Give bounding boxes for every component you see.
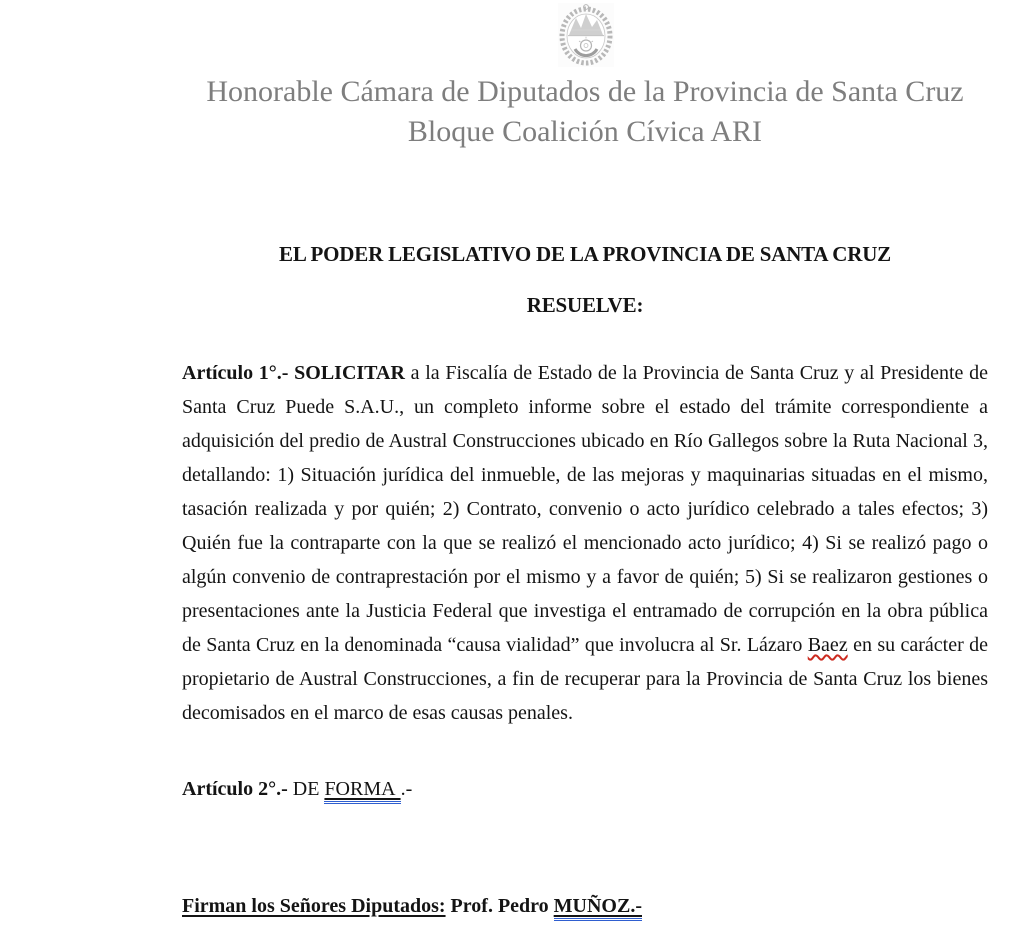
document-headings [182,242,988,318]
article-1-text-after: en su carácter de propietario de Austral Construcciones, a fin de recuperar para la Provincia de Santa Cruz los bienes decomisados en el marco de esas causas penales. [182,634,988,724]
article-1-label: Artículo 1°.- SOLICITAR [182,362,405,384]
article-1-paragraph [182,356,988,730]
resolves-heading: RESUELVE: [526,293,644,317]
signature-middle: Prof. Pedro [445,895,554,917]
article-2-line [182,776,988,802]
signature-line [182,893,988,919]
article-2-label: Artículo 2°.- [182,778,288,800]
article-1-text-before: a la Fiscalía de Estado de la Provincia de Santa Cruz y al Presidente de Santa Cruz Puede S.A.U., un completo informe sobre el estado del trámite correspondiente a adquisición del predio de Austral Construcciones ubicado en Río Gallegos sobre la Ruta Nacional 3, detallando: 1) Situación jurídica del inmueble, de las mejoras y maquinarias situadas en el mismo, tasación realizada y por quién; 2) Contrato, convenio o acto jurídico celebrado a tales efectos; 3) Quién fue la contraparte con la que se realizó el mencionado acto jurídico; 4) Si se realizó pago o algún convenio de contraprestación por el mismo y a favor de quién; 5) Si se realizaron gestiones o presentaciones ante la Justicia Federal que investiga el entramado de corrupción en la obra pública de Santa Cruz en la denominada “causa vialidad” que involucra al Sr. Lázaro [182,362,988,656]
article-2-connector: DE [287,778,325,800]
signature-label: Firman los Señores Diputados: [182,895,446,917]
letterhead-line1: Honorable Cámara de Diputados de la Provincia de Santa Cruz [206,75,964,108]
letterhead [170,72,1000,152]
letterhead-line2: Bloque Coalición Cívica ARI [407,115,763,148]
misspelled-word-baez: Baez [807,634,848,656]
article-2-underlined-word: FORMA [324,778,400,804]
article-2-trailing: .- [400,778,413,800]
signature-surname: MUÑOZ.- [554,895,642,921]
coat-of-arms-icon [558,3,614,67]
main-heading: EL PODER LEGISLATIVO DE LA PROVINCIA DE SANTA CRUZ [279,242,891,266]
santa-cruz-coat-of-arms-seal [558,3,614,67]
